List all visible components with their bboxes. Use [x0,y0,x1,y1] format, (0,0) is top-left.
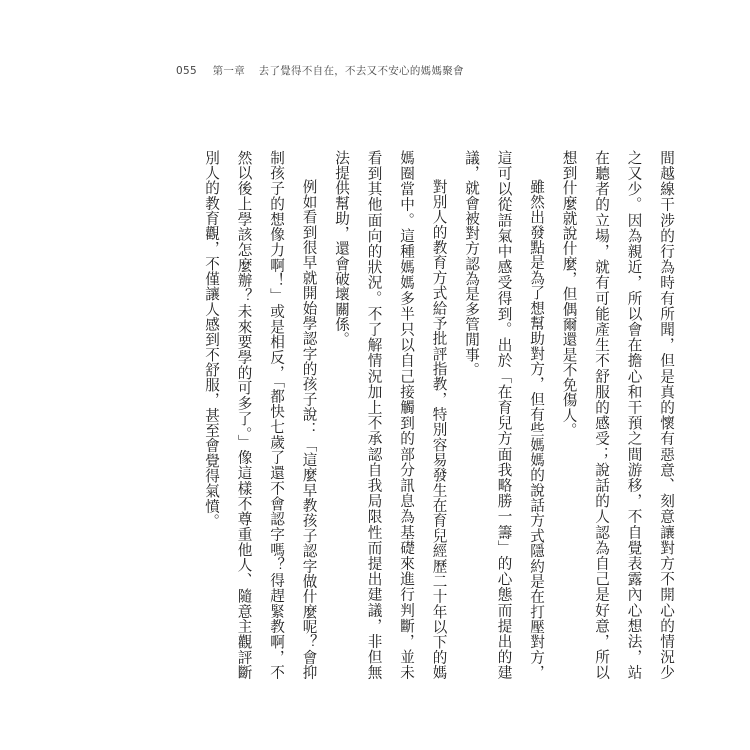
paragraph: 對別人的教育方式給予批評指教，特別容易發生在育兒經歷二十年以下的媽媽圈當中。這種媽媽多半只以自己接觸到的部分訊息為基礎來進行判斷，並未看到其他面向的狀況。不了解情況加上不承認自我局限性而提出建議，非但無法提供幫助，還會破壞關係。 [333,150,448,680]
paragraph: 雖然出發點是為了想幫助對方，但有些媽媽的說話方式隱約是在打壓對方，這可以從語氣中感受得到。出於「在育兒方面我略勝一籌」的心態而提出的建議，就會被對方認為是多管閒事。 [463,150,545,680]
body-text [170,150,682,680]
chapter-label: 第一章 [212,65,245,77]
running-header [176,63,716,79]
page-number: 055 [176,65,197,77]
paragraph: 例如看到很早就開始學認字的孩子說：「這麼早教孩子認字做什麼呢？會抑制孩子的想像力啊！」或是相反，「都快七歲了還不會認字嗎？得趕緊教啊，不然以後上學該怎麼辦？未來要學的可多了。」像這樣不尊重他人、隨意主觀評斷別人的教育觀，不僅讓人感到不舒服，甚至會覺得氣憤。 [203,150,318,680]
chapter-title: 去了覺得不自在，不去又不安心的媽媽聚會 [258,65,464,77]
paragraph: 間越線干涉的行為時有所聞，但是真的懷有惡意、刻意讓對方不開心的情況少之又少。因為親近，所以會在擔心和干預之間游移，不自覺表露內心想法，站在聽者的立場，就有可能產生不舒服的感受；說話的人認為自己是好意，所以想到什麼就說什麼，但偶爾還是不免傷人。 [560,150,675,680]
